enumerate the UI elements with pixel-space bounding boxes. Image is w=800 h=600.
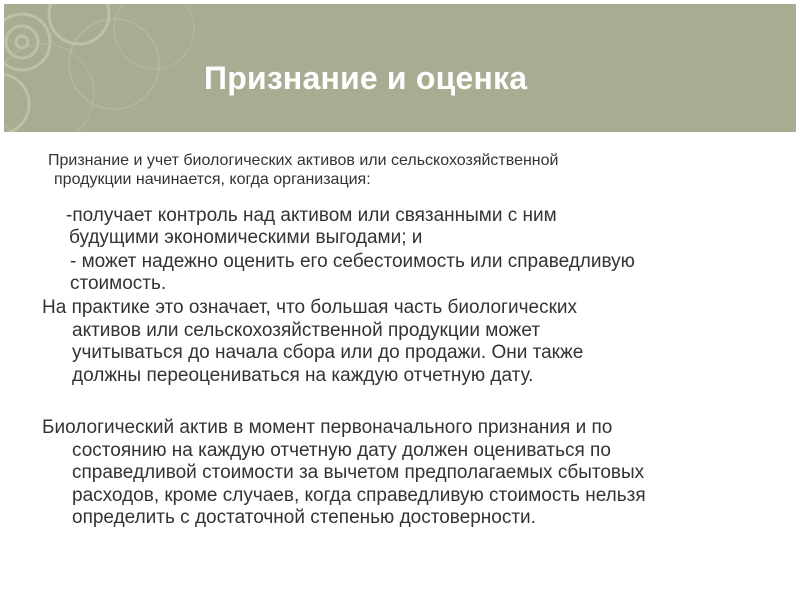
paragraph-line: Биологический актив в момент первоначального признания и по xyxy=(42,417,613,438)
slide-title: Признание и оценка xyxy=(204,60,528,96)
paragraph-line: определить с достаточной степенью достоверности. xyxy=(72,507,536,528)
condition-line: -получает контроль над активом или связанными с ним xyxy=(66,205,557,226)
practice-paragraph xyxy=(42,297,772,387)
condition-item xyxy=(70,251,770,295)
intro-text xyxy=(48,151,748,189)
paragraph-line: состоянию на каждую отчетную дату должен оцениваться по xyxy=(72,439,611,461)
paragraph-line: справедливой стоимости за вычетом предполагаемых сбытовых xyxy=(72,462,645,483)
paragraph-line: активов или сельскохозяйственной продукции может xyxy=(72,319,541,341)
valuation-paragraph xyxy=(42,417,772,530)
intro-line: Признание и учет биологических активов или сельскохозяйственной xyxy=(48,152,559,169)
paragraph-line: расходов, кроме случаев, когда справедливую стоимость нельзя xyxy=(72,484,646,506)
condition-line: будущими экономическими выгодами; и xyxy=(69,227,423,248)
condition-line: стоимость. xyxy=(70,273,167,294)
paragraph-line: учитываться до начала сбора или до продажи. Они также xyxy=(72,342,584,363)
condition-line: - может надежно оценить его себестоимость или справедливую xyxy=(70,251,635,272)
condition-item xyxy=(66,205,766,249)
paragraph-line: На практике это означает, что большая часть биологических xyxy=(42,297,577,318)
intro-line: продукции начинается, когда организация: xyxy=(54,171,371,188)
paragraph-line: должны переоцениваться на каждую отчетную дату. xyxy=(72,364,534,386)
